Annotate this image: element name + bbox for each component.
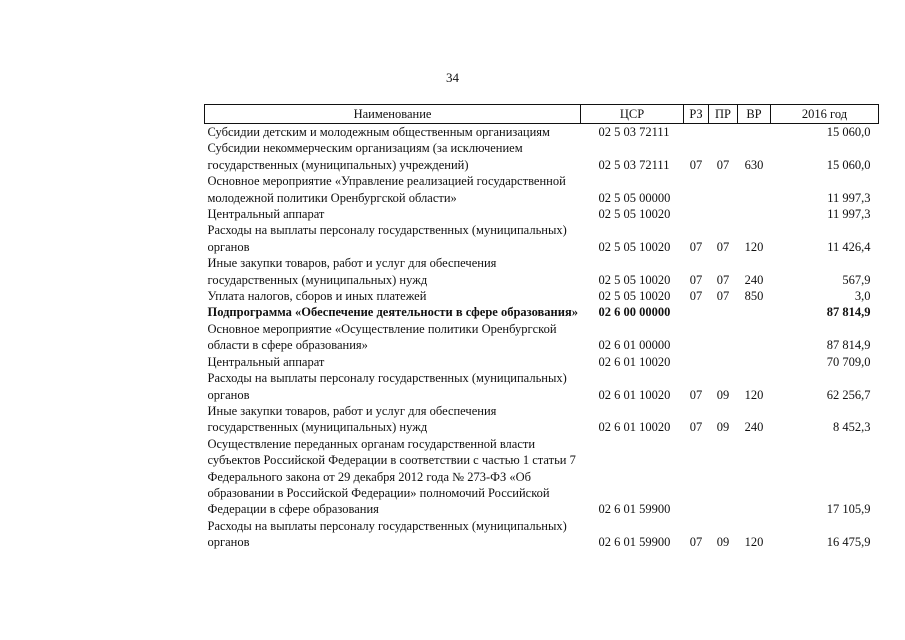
row-name-cell: Иные закупки товаров, работ и услуг для обеспечения государственных (муниципальных) нужд [207, 256, 497, 287]
row-csr-cell: 02 5 03 72111 [598, 125, 670, 139]
row-vr-cell [738, 206, 771, 222]
row-pr-cell [709, 304, 738, 320]
row-vr-cell: 630 [744, 157, 764, 172]
header-year: 2016 год [771, 105, 879, 124]
row-pr-cell: 07 [716, 272, 730, 287]
row-vr-cell [738, 173, 771, 206]
row-vr-cell: 240 [744, 272, 764, 287]
row-amount-cell: 62 256,7 [826, 387, 871, 402]
row-rz-cell: 07 [689, 420, 703, 435]
row-rz-cell [684, 321, 709, 354]
table-row [205, 370, 879, 403]
table-row [205, 255, 879, 288]
row-rz-cell: 07 [689, 157, 703, 172]
row-pr-cell [709, 436, 738, 518]
row-pr-cell: 09 [716, 387, 730, 402]
row-amount-cell: 567,9 [842, 272, 871, 287]
row-pr-cell: 07 [716, 157, 730, 172]
row-rz-cell [684, 124, 709, 141]
row-csr-cell: 02 5 05 10020 [598, 207, 671, 222]
row-rz-cell: 07 [689, 535, 703, 550]
row-rz-cell: 07 [689, 289, 703, 304]
row-csr-cell: 02 5 03 72111 [598, 157, 670, 172]
table-body [205, 124, 879, 551]
row-amount-cell: 16 475,9 [826, 535, 871, 550]
row-name-cell: Субсидии детским и молодежным общественным организациям [207, 125, 550, 139]
row-amount-cell: 87 814,9 [826, 338, 871, 353]
row-name-cell: Центральный аппарат [207, 354, 325, 369]
row-rz-cell [684, 304, 709, 320]
row-csr-cell: 02 6 01 59900 [598, 535, 671, 550]
row-name-cell: Основное мероприятие «Осуществление политики Оренбургской области в сфере образования» [207, 321, 557, 353]
row-amount-cell: 11 426,4 [827, 239, 871, 254]
row-vr-cell [738, 354, 771, 370]
row-pr-cell: 09 [716, 420, 730, 435]
row-pr-cell [709, 354, 738, 370]
row-name-cell: Расходы на выплаты персоналу государственных (муниципальных) органов [207, 223, 567, 254]
table-row [205, 304, 879, 320]
header-pr: ПР [709, 105, 738, 124]
table-row [205, 321, 879, 354]
row-pr-cell: 07 [716, 239, 730, 254]
table-row [205, 173, 879, 206]
row-name-cell: Осуществление переданных органам государственной власти субъектов Российской Федерации в соответствии с частью 1 статьи 7 Федерального закона от 29 декабря 2012 года № 273-ФЗ «Об образовании в Российской Федерации» полномочий Российской Федерации в сфере образования [207, 436, 576, 517]
table-row [205, 354, 879, 370]
row-rz-cell [684, 354, 709, 370]
row-amount-cell: 11 997,3 [827, 207, 871, 222]
row-rz-cell [684, 206, 709, 222]
row-csr-cell: 02 5 05 00000 [598, 190, 671, 205]
table-row [205, 206, 879, 222]
row-name-cell: Субсидии некоммерческим организациям (за исключением государственных (муниципальных) учреждений) [207, 141, 523, 172]
table-row [205, 222, 879, 255]
table-row [205, 518, 879, 551]
row-vr-cell: 120 [744, 239, 764, 254]
row-pr-cell [709, 206, 738, 222]
table-row [205, 288, 879, 304]
row-amount-cell: 70 709,0 [826, 354, 871, 369]
row-vr-cell [738, 124, 771, 141]
row-name-cell: Расходы на выплаты персоналу государственных (муниципальных) органов [207, 371, 567, 402]
table-row [205, 124, 879, 141]
row-rz-cell: 07 [689, 272, 703, 287]
row-name-cell: Центральный аппарат [207, 207, 325, 222]
row-rz-cell: 07 [689, 239, 703, 254]
row-pr-cell [709, 173, 738, 206]
row-csr-cell: 02 6 01 59900 [598, 502, 671, 517]
row-csr-cell: 02 6 01 10020 [598, 387, 671, 402]
row-amount-cell: 15 060,0 [826, 125, 871, 139]
header-rz: РЗ [684, 105, 709, 124]
row-vr-cell: 240 [744, 420, 764, 435]
row-vr-cell: 850 [744, 289, 764, 304]
page-number: 34 [446, 70, 459, 85]
row-name-cell: Расходы на выплаты персоналу государственных (муниципальных) органов [207, 518, 567, 550]
header-csr: ЦСР [581, 105, 684, 124]
row-name-cell: Подпрограмма «Обеспечение деятельности в сфере образования» [207, 305, 578, 320]
row-pr-cell [709, 124, 738, 141]
table-row [205, 436, 879, 518]
row-csr-cell: 02 6 01 00000 [598, 338, 671, 353]
row-rz-cell: 07 [689, 387, 703, 402]
table-row [205, 403, 879, 436]
row-csr-cell: 02 6 00 00000 [598, 305, 671, 320]
row-csr-cell: 02 5 05 10020 [598, 272, 671, 287]
row-amount-cell: 11 997,3 [827, 190, 871, 205]
row-amount-cell: 15 060,0 [826, 157, 871, 172]
header-vr: ВР [738, 105, 771, 124]
row-csr-cell: 02 6 01 10020 [598, 354, 671, 369]
row-name-cell: Основное мероприятие «Управление реализацией государственной молодежной политики Оренбургской области» [207, 174, 566, 205]
table-header-row [205, 105, 879, 124]
row-vr-cell: 120 [744, 535, 764, 550]
table-row [205, 140, 879, 173]
row-csr-cell: 02 5 05 10020 [598, 289, 671, 304]
row-vr-cell: 120 [744, 387, 764, 402]
row-pr-cell: 09 [716, 535, 730, 550]
row-amount-cell: 87 814,9 [826, 305, 871, 320]
row-name-cell: Уплата налогов, сборов и иных платежей [207, 289, 427, 304]
row-amount-cell: 17 105,9 [826, 502, 871, 517]
row-csr-cell: 02 5 05 10020 [598, 239, 671, 254]
header-name: Наименование [205, 105, 581, 124]
row-csr-cell: 02 6 01 10020 [598, 420, 671, 435]
row-amount-cell: 3,0 [854, 289, 871, 304]
budget-table [204, 104, 879, 551]
row-pr-cell: 07 [716, 289, 730, 304]
row-amount-cell: 8 452,3 [833, 420, 871, 435]
row-name-cell: Иные закупки товаров, работ и услуг для обеспечения государственных (муниципальных) нужд [207, 403, 497, 435]
row-rz-cell [684, 173, 709, 206]
row-rz-cell [684, 436, 709, 518]
row-pr-cell [709, 321, 738, 354]
row-vr-cell [738, 304, 771, 320]
row-vr-cell [738, 321, 771, 354]
row-vr-cell [738, 436, 771, 518]
